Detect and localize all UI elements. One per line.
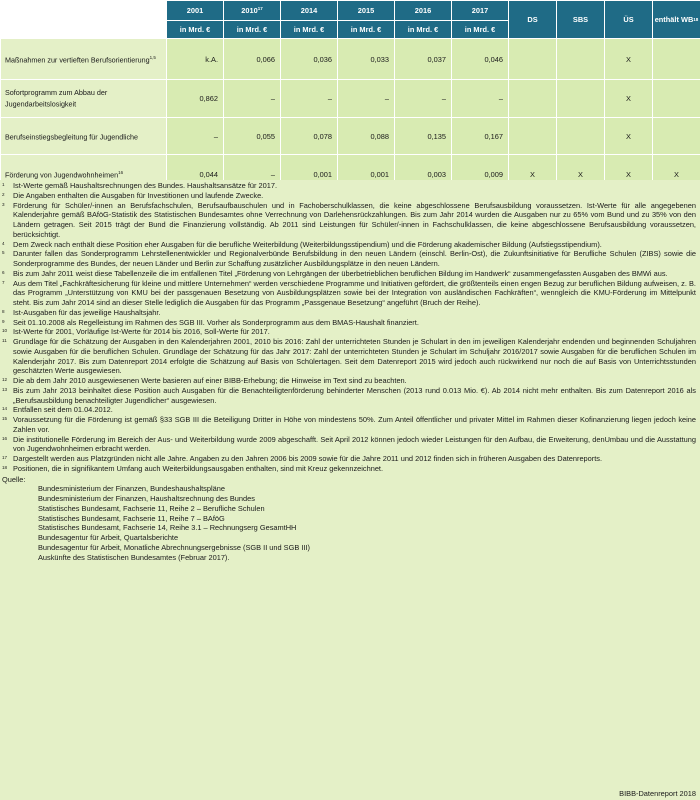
mark-cell: X xyxy=(605,80,653,118)
unit-label: in Mrd. € xyxy=(224,21,281,39)
mark-cell xyxy=(653,80,700,118)
year-header: 2014 xyxy=(281,1,338,21)
source-line: Bundesagentur für Arbeit, Quartalsberichte xyxy=(38,533,179,542)
mark-cell xyxy=(509,118,557,155)
value-cell: 0,037 xyxy=(395,39,452,80)
mark-cell: X xyxy=(557,155,605,194)
value-cell: 0,135 xyxy=(395,118,452,155)
value-cell: 0,033 xyxy=(338,39,395,80)
year-header: 2017 xyxy=(452,1,509,21)
unit-label: in Mrd. € xyxy=(338,21,395,39)
footnote: 3 Förderung für Schüler/-innen an Berufsfachschulen, Berufsaufbauschulen und in Fachoberschulklassen, die keine abgeschlossene Berufsausbildung voraussetzen. Ist-Werte für alle angegebenen Kalenderjahre gemäß BAföG-Statistik des Statistischen Bundesamtes ohne Verrechnung von Darlehensrückzahlungen. Bis zum Jahr 2014 wurden die Ausgaben nur zu 65% vom Bund und zu 35% von den Ländern getragen. Seit 2015 trägt der Bund die Finanzierung vollständig. Ab 2011 sind Leistungen für Schüler/-innen in Fachschulklassen, die keine abgeschlossene Berufsausbildung voraussetzen, berücksichtigt. xyxy=(2,200,696,239)
footnote: 6 Bis zum Jahr 2011 weist diese Tabellenzeile die im entfallenen Titel „Förderung von Lehrgängen der überbetrieblichen beruflichen Bildung im Handwerk“ zusammengefassten Ausgaben des BMWi aus. xyxy=(2,268,668,278)
footnote: 18 Positionen, die in signifikantem Umfang auch Weiterbildungsausgaben enthalten, sind mit Kreuz gekennzeichnet. xyxy=(2,463,384,473)
category-header: ÜS xyxy=(605,1,653,39)
unit-label: in Mrd. € xyxy=(452,21,509,39)
category-header: DS xyxy=(509,1,557,39)
source-line: Bundesministerium der Finanzen, Bundeshaushaltspläne xyxy=(38,484,225,494)
mark-cell xyxy=(557,80,605,118)
footnote: 11 Grundlage für die Schätzung der Ausgaben in den Kalenderjahren 2001, 2010 bis 2016: Zahl der unterrichteten Stunden je Schulart in den im jeweiligen Kalenderjahr endenden und beginnenden Schuljahren sowie Ausgaben für die beruflichen Schulen. Grundlage der Schätzung für das Jahr 2017: Zahl der unterrichteten Stunden je Schulart im Schuljahr 2016/2017 sowie Ausgaben für die beruflichen Schulen im Kalenderjahr 2017. Bis zum Datenreport 2014 erfolgte die Schätzung auf Basis von Schülertagen. Seit dem Datenreport 2015 wird jedoch auch rückwirkend nur noch die auf Basis von Unterrichtsstunden geschätzten Werte ausgewiesen. xyxy=(2,337,696,376)
unit-label: in Mrd. € xyxy=(167,21,224,39)
unit-label: in Mrd. € xyxy=(281,21,338,39)
value-cell: – xyxy=(224,155,281,194)
mark-cell: X xyxy=(605,39,653,80)
value-cell: – xyxy=(338,80,395,118)
mark-cell: X xyxy=(605,118,653,155)
footnote: 9 Seit 01.10.2008 als Regelleistung im Rahmen des SGB III. Vorher als Sonderprogramm aus dem BMAS-Haushalt finanziert. xyxy=(2,317,419,327)
value-cell: 0,036 xyxy=(281,39,338,80)
row-label: Maßnahmen zur vertieften Berufsorientierung$^{1,5}$ xyxy=(1,39,167,80)
category-header: SBS xyxy=(557,1,605,39)
publication-credit: BIBB-Datenreport 2018 xyxy=(619,789,696,798)
footnote: 15 Voraussetzung für die Förderung ist gemäß §33 SGB III die Beteiligung Dritter in Höhe von mindestens 50%. Zum Anteil öffentlicher und privater Mittel im Rahmen dieser Kofinanzierung liegen jedoch keine Zahlen vor. xyxy=(2,415,696,434)
mark-cell xyxy=(557,118,605,155)
footnote: 5 Darunter fallen das Sonderprogramm Lehrstellenentwickler und Regionalverbünde Berufsbildung in den neuen Ländern (einschl. Berlin-Ost), die Zukunftsinitiative für Berufliche Schulen (ZIBS) sowie die Sonderprogramme des Bundes, der neuen Länder und Berlin zur Schaffung zusätzlicher Ausbildungsplätze in den neuen Ländern. xyxy=(2,249,696,268)
expenditure-table xyxy=(0,0,700,194)
year-header: 2015 xyxy=(338,1,395,21)
value-cell: 0,046 xyxy=(452,39,509,80)
category-header: enthält WB$^{18}$ xyxy=(653,1,700,39)
value-cell: 0,066 xyxy=(224,39,281,80)
table-row xyxy=(1,80,700,118)
value-cell: 0,044 xyxy=(167,155,224,194)
value-cell: 0,862 xyxy=(167,80,224,118)
value-cell: 0,001 xyxy=(338,155,395,194)
footnote: 2 Die Angaben enthalten die Ausgaben für Investitionen und laufende Zwecke. xyxy=(2,190,264,200)
value-cell: 0,167 xyxy=(452,118,509,155)
table-row xyxy=(1,39,700,80)
source-line: Statistisches Bundesamt, Fachserie 11, Reihe 2 – Berufliche Schulen xyxy=(38,503,265,513)
value-cell: 0,055 xyxy=(224,118,281,155)
year-header: 2010$^{17}$ xyxy=(224,1,281,21)
source-label: Quelle: xyxy=(2,474,26,484)
table-row xyxy=(1,118,700,155)
footnote: 17 Dargestellt werden aus Platzgründen nicht alle Jahre. Angaben zu den Jahren 2006 bis 2009 sowie für die Jahre 2011 und 2012 finden sich in früheren Ausgaben des Datenreports. xyxy=(2,454,603,463)
source-line: Auskünfte des Statistischen Bundesamtes (Februar 2017). xyxy=(38,552,230,562)
footnote: 12 Die ab dem Jahr 2010 ausgewiesenen Werte basieren auf einer BIBB-Erhebung; die Hinweise im Text sind zu beachten. xyxy=(2,376,407,385)
footnote: 13 Bis zum Jahr 2013 beinhaltet diese Position auch Ausgaben für die Benachteiligtenförderung behinderter Menschen (2013 rund 0.013 Mio. €). Ab 2014 nicht mehr enthalten. Bis zum Datenreport 2016 als „Berufsausbildung benachteiligter Jugendlicher“ ausgewiesen. xyxy=(2,385,696,405)
source-line: Bundesagentur für Arbeit, Monatliche Abrechnungsergebnisse (SGB II und SGB III) xyxy=(38,542,310,552)
row-label: Sofortprogramm zum Abbau der Jugendarbeitslosigkeit xyxy=(1,80,167,118)
mark-cell xyxy=(509,39,557,80)
value-cell: 0,003 xyxy=(395,155,452,194)
value-cell: 0,088 xyxy=(338,118,395,155)
value-cell: – xyxy=(281,80,338,118)
source-line: Statistisches Bundesamt, Fachserie 14, Reihe 3.1 – Rechnungserg GesamtHH xyxy=(38,523,297,533)
source-line: Statistisches Bundesamt, Fachserie 11, Reihe 7 – BAföG xyxy=(38,513,225,523)
source-line: Bundesministerium der Finanzen, Haushaltsrechnung des Bundes xyxy=(38,494,255,503)
unit-label: in Mrd. € xyxy=(395,21,452,39)
footnote: 10 Ist-Werte für 2001, Vorläufige Ist-Werte für 2014 bis 2016, Soll-Werte für 2017. xyxy=(2,327,270,337)
year-header: 2001 xyxy=(167,1,224,21)
footnote: 4 Dem Zweck nach enthält diese Position eher Ausgaben für die berufliche Weiterbildung (Weiterbildungsstipendium) und die Förderung akademischer Bildung (Aufstiegsstipendium). xyxy=(2,239,602,249)
value-cell: – xyxy=(167,118,224,155)
row-label: Förderung von Jugendwohnheimen$^{16}$ xyxy=(1,155,167,194)
mark-cell: X xyxy=(605,155,653,194)
value-cell: k.A. xyxy=(167,39,224,80)
footnote: 8 Ist-Ausgaben für das jeweilige Haushaltsjahr. xyxy=(2,307,161,317)
footnote: 14 Entfallen seit dem 01.04.2012. xyxy=(2,405,113,415)
mark-cell xyxy=(653,39,700,80)
footnotes-section xyxy=(0,180,700,800)
value-cell: 0,078 xyxy=(281,118,338,155)
mark-cell xyxy=(557,39,605,80)
mark-cell: X xyxy=(509,155,557,194)
row-label: Berufseinstiegsbegleitung für Jugendliche xyxy=(1,118,167,155)
mark-cell xyxy=(653,118,700,155)
year-header-row xyxy=(1,1,700,21)
corner-cell xyxy=(1,1,167,39)
footnote: 7 Aus dem Titel „Fachkräftesicherung für kleine und mittlere Unternehmen“ werden verschiedene Programme und Initiativen gefördert, die größtenteils einen engen Bezug zur beruflichen Bildung aufweisen, z. B. das Programm „Unterstützung von KMU bei der passgenauen Besetzung von Ausbildungsplätzen sowie bei der Integration von ausländischen Fachkräften“, wenngleich die KMU-Förderung im Mittelpunkt steht. Bis zum Jahr 2014 sind an dieser Stelle lediglich die Ausgaben für das Programm „Passgenaue Besetzung“ angeführt (Bruch der Reihe). xyxy=(2,278,696,307)
value-cell: – xyxy=(395,80,452,118)
mark-cell: X xyxy=(653,155,700,194)
value-cell: 0,009 xyxy=(452,155,509,194)
value-cell: 0,001 xyxy=(281,155,338,194)
mark-cell xyxy=(509,80,557,118)
value-cell: – xyxy=(452,80,509,118)
footnote: 1 Ist-Werte gemäß Haushaltsrechnungen des Bundes. Haushaltsansätze für 2017. xyxy=(2,181,278,190)
year-header: 2016 xyxy=(395,1,452,21)
footnote: 16 Die institutionelle Förderung im Bereich der Aus- und Weiterbildung wurde 2009 abgeschafft. Seit April 2012 können jedoch wieder Leistungen für den Aufbau, die Erweiterung, denUmbau und die Ausstattung von Jugendwohnheimen erbracht werden. xyxy=(2,434,696,454)
value-cell: – xyxy=(224,80,281,118)
